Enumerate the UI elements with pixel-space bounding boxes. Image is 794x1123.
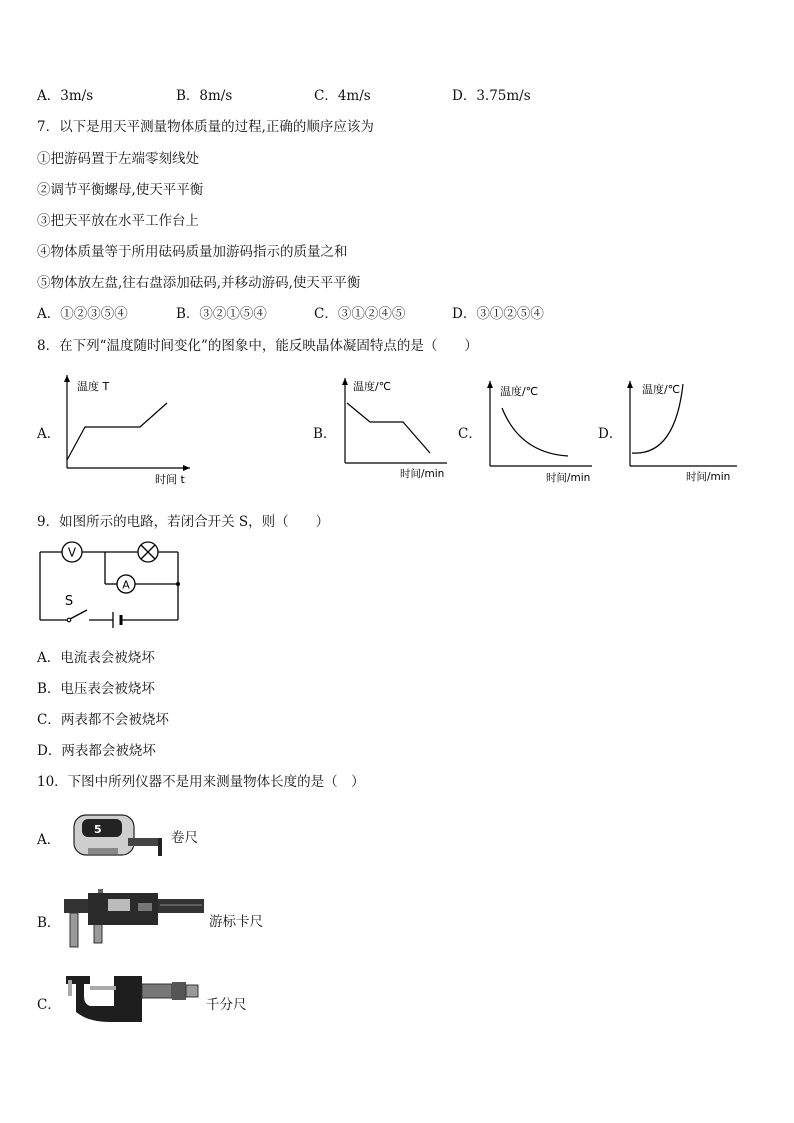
q8-letter-b: B． [313,426,337,442]
q8-letter-d: D． [598,426,623,442]
switch-label: S [64,594,74,609]
q9-option-d: D．两表都会被烧坏 [37,743,156,759]
q8-graph-d [620,378,745,488]
q8-graph-c-ylabel: 温度/℃ [500,385,539,398]
q8-graph-a-ylabel: 温度 T [77,380,110,393]
q7-option-d: D．③①②⑤④ [452,306,544,322]
q10-letter-b: B． [37,915,61,931]
q7-option-b: B．③②①⑤④ [176,306,267,322]
q8-graph-d-xlabel: 时间/min [686,471,731,483]
ammeter-icon [117,575,135,593]
q8-stem: 8．在下列“温度随时间变化”的图象中，能反映晶体凝固特点的是（ ） [37,338,478,354]
q7-step-5: ⑤物体放左盘,往右盘添加砝码,并移动游码,使天平平衡 [37,275,361,291]
ammeter-label: A [122,578,130,592]
q7-step-2: ②调节平衡螺母,使天平平衡 [37,182,204,198]
voltmeter-label: V [67,545,77,560]
q10-letter-c: C． [37,997,61,1013]
lamp-icon [138,542,158,562]
q7-option-c: C．③①②④⑤ [314,306,406,322]
q10-name-b: 游标卡尺 [209,914,263,930]
q8-graph-a-xlabel: 时间 t [155,473,185,486]
svg-text:5: 5 [94,823,102,836]
micrometer-icon [60,970,205,1038]
q7-step-1: ①把游码置于左端零刻线处 [37,151,199,167]
q8-graph-c [480,378,600,488]
switch-icon [65,594,87,622]
q9-stem: 9．如图所示的电路，若闭合开关 S，则（ ） [37,514,330,530]
q10-name-a: 卷尺 [171,830,198,846]
q9-circuit-diagram [35,538,185,628]
q7-step-4: ④物体质量等于所用砝码质量加游码指示的质量之和 [37,244,348,260]
q8-graph-d-ylabel: 温度/℃ [642,383,681,396]
tape-measure-icon [68,810,170,862]
q7-stem: 7．以下是用天平测量物体质量的过程,正确的顺序应该为 [37,119,374,135]
q8-letter-a: A． [37,426,61,442]
q6-option-b: B．8m/s [176,88,233,104]
q6-option-d: D．3.75m/s [452,88,531,104]
q9-option-c: C．两表都不会被烧坏 [37,712,169,728]
q6-option-c: C．4m/s [314,88,371,104]
q8-graph-b [335,375,455,485]
q8-graph-b-ylabel: 温度/℃ [353,380,392,393]
vernier-caliper-icon [60,883,210,953]
q8-graph-b-xlabel: 时间/min [400,468,445,480]
q8-graph-a [55,370,200,490]
q7-option-a: A．①②③⑤④ [37,306,128,322]
q10-name-c: 千分尺 [206,997,247,1013]
voltmeter-icon [62,542,82,562]
q8-letter-c: C． [458,426,482,442]
q7-step-3: ③把天平放在水平工作台上 [37,213,199,229]
q8-graph-c-xlabel: 时间/min [546,472,591,484]
q6-option-a: A．3m/s [37,88,94,104]
q10-stem: 10．下图中所列仪器不是用来测量物体长度的是（ ） [37,774,365,790]
q9-option-a: A．电流表会被烧坏 [37,650,155,666]
q9-option-b: B．电压表会被烧坏 [37,681,155,697]
q10-letter-a: A． [37,832,61,848]
battery-icon [113,612,121,628]
